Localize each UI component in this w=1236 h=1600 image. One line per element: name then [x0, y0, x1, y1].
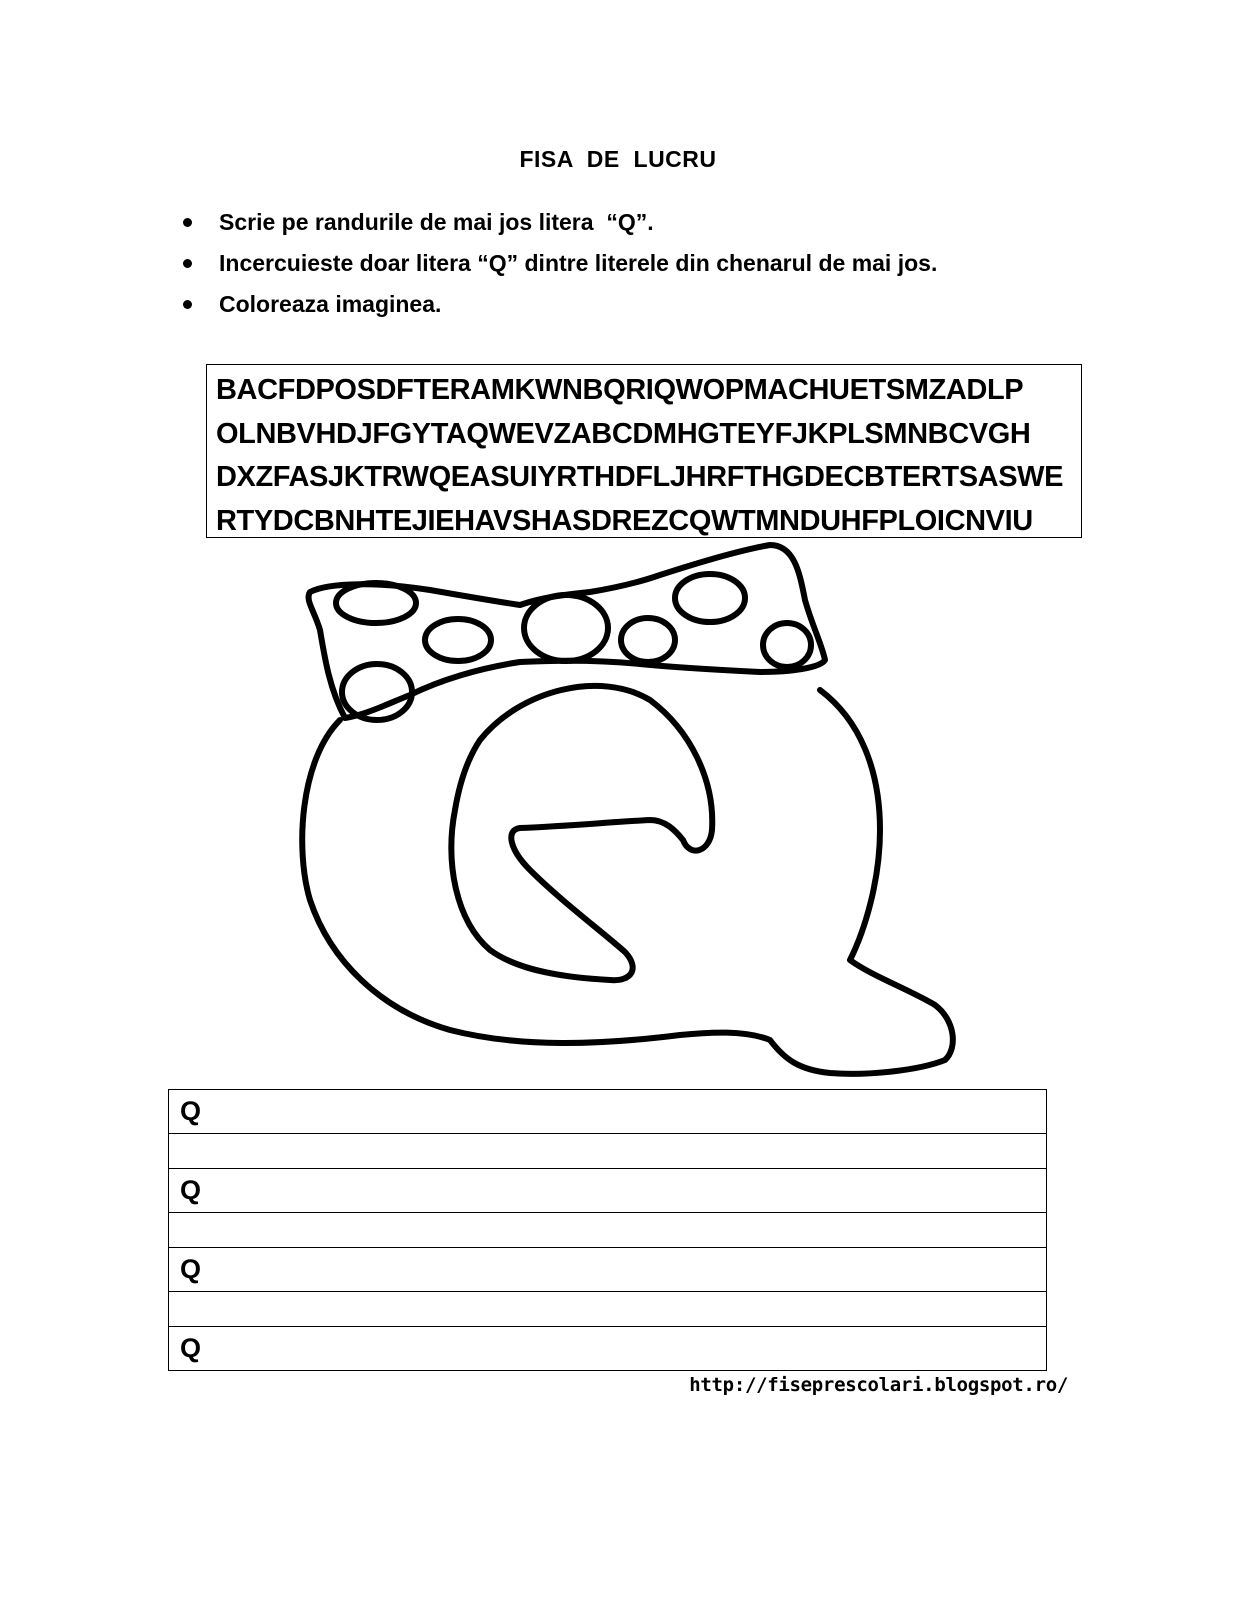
writing-row — [169, 1090, 1047, 1134]
q-outer-outline — [302, 690, 953, 1074]
writing-cell[interactable] — [169, 1292, 1047, 1327]
writing-row — [169, 1248, 1047, 1292]
writing-cell[interactable] — [169, 1213, 1047, 1248]
writing-row — [169, 1169, 1047, 1213]
writing-practice-lines — [168, 1089, 1047, 1371]
letter-row: BACFDPOSDFTERAMKWNBQRIQWOPMACHUETSMZADLP — [216, 374, 1024, 406]
writing-row — [169, 1327, 1047, 1371]
writing-cell[interactable] — [169, 1134, 1047, 1169]
source-url[interactable]: http://fiseprescolari.blogspot.ro/ — [689, 1374, 1068, 1396]
writing-cell[interactable]: Q — [169, 1327, 1047, 1371]
bow-dot — [621, 618, 675, 662]
bow-outline — [309, 545, 825, 718]
writing-cell[interactable]: Q — [169, 1090, 1047, 1134]
writing-row — [169, 1213, 1047, 1248]
writing-cell[interactable]: Q — [169, 1169, 1047, 1213]
instruction-text: Incercuieste doar litera “Q” dintre literele din chenarul de mai jos. — [219, 250, 938, 276]
letter-row: OLNBVHDJFGYTAQWEVZABCDMHGTEYFJKPLSMNBCVGH — [216, 417, 1031, 450]
instruction-text: Scrie pe randurile de mai jos litera “Q”. — [219, 209, 654, 235]
q-inner-outline — [451, 686, 712, 980]
bow-dot — [524, 595, 608, 661]
bow-dot — [336, 583, 416, 623]
bow-dot — [425, 619, 491, 661]
bow-dot — [675, 574, 745, 622]
writing-row — [169, 1292, 1047, 1327]
instruction-text: Coloreaza imaginea. — [219, 291, 442, 317]
letter-row: RTYDCBNHTEJIEHAVSHASDREZCQWTMNDUHFPLOICNVIU — [216, 504, 1033, 537]
letter-row: DXZFASJKTRWQEASUIYRTHDFLJHRFTHGDECBTERTSASWE — [216, 461, 1064, 493]
bow-dot — [763, 623, 811, 667]
writing-row — [169, 1134, 1047, 1169]
writing-cell[interactable]: Q — [169, 1248, 1047, 1292]
page-title: FISA DE LUCRU — [519, 146, 717, 172]
